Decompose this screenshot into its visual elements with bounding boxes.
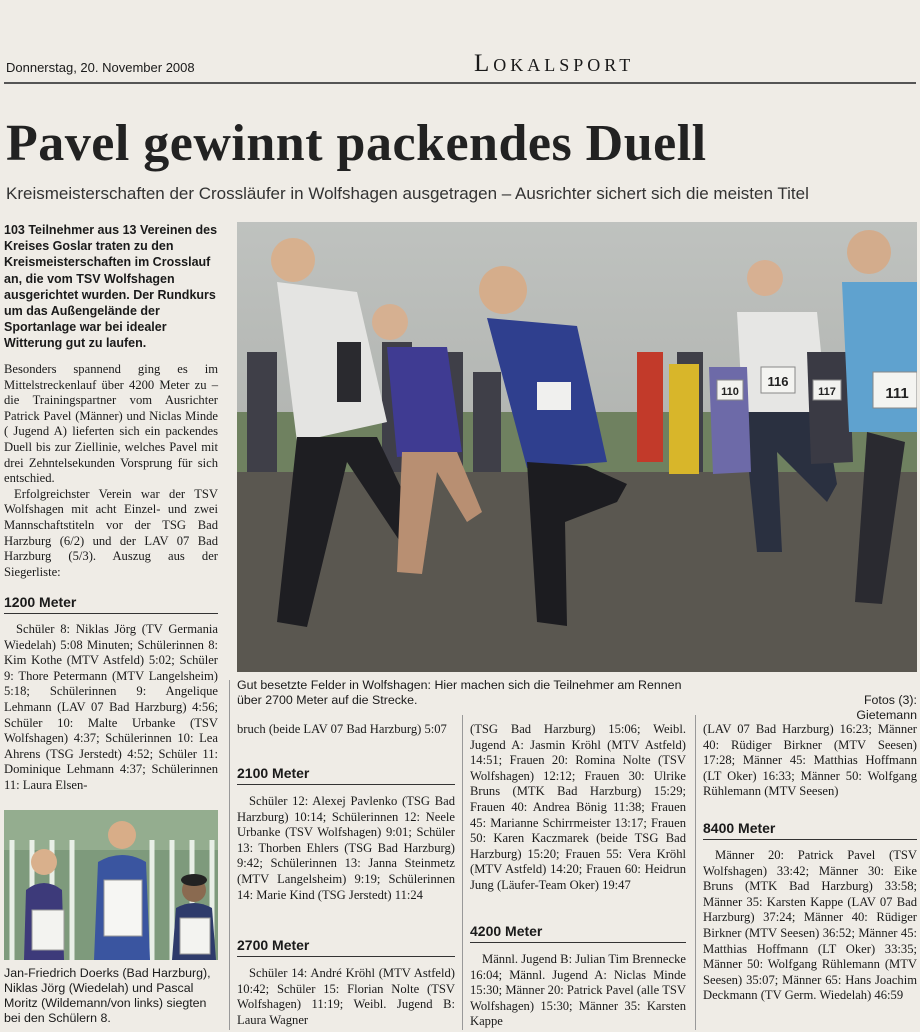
results-8400: Männer 20: Patrick Pavel (TSV Wolfshagen) 33:42; Männer 30: Eike Bruns (MTK Bad Harzburg) 33:58; Männer 35: Karsten Kappe (LAV 07 Bad Harzburg) 37:24; Männer 40: Rüdiger Birkner (MTV Seesen) 36:52; Männer 45: Matthias Hoffmann (LT Oker) 33:35; Männer 50: Wolfgang Rühlemann (MTV Seesen) 35:07; Männer 65: Hans Joachim Deckmann (TV Germ. Wiedelah) 46:59 (703, 848, 917, 1003)
photo-cross-country-runners (237, 222, 917, 672)
section-heading-8400: 8400 Meter (703, 820, 917, 840)
results-2700: Schüler 14: André Kröhl (MTV Astfeld) 10:42; Schüler 15: Florian Nolte (TSV Wolfshagen) 11:19; Weibl. Jugend B: Laura Wagner (237, 966, 455, 1027)
column-separator (229, 680, 230, 1030)
headline: Pavel gewinnt packendes Duell (6, 115, 707, 172)
paragraph-text: Besonders spannend ging es im Mittelstreckenlauf über 4200 Meter zu – die Trainingspartner vom Ausrichter Patrick Pavel (Männer) und Niclas Minde ( Jugend A) lieferten sich ein packendes Duell bis zur Ziellinie, welches Pavel mit drei Zehntelsekunden Vorsprung für sich entschied. (4, 362, 218, 486)
section-heading-4200: 4200 Meter (470, 923, 686, 943)
bib-number: 117 (818, 386, 836, 398)
results-4200-continued: (LAV 07 Bad Harzburg) 16:23; Männer 40: Rüdiger Birkner (MTV Seesen) 17:28; Männer 45: Matthias Hoffmann (LT Oker) 16:33; Männer 50: Wolfgang Rühlemann (MTV Seesen) (703, 722, 917, 799)
section-heading-2700: 2700 Meter (237, 937, 455, 957)
small-photo-caption: Jan-Friedrich Doerks (Bad Harzburg), Niklas Jörg (Wiedelah) und Pascal Moritz (Wildemann/von links) siegten bei den Schülern 8. (4, 966, 211, 1025)
results-2100: Schüler 12: Alexej Pavlenko (TSG Bad Harzburg) 10:14; Schülerinnen 12: Neele Urbanke (TSV Wolfshagen) 9:01; Schüler 13: Thorben Ehlers (TSG Bad Harzburg) 9:42; Schülerinnen 13: Janna Steinmetz (MTV Langelsheim) 9:19; Schülerinnen 14: Marie Kind (TSG Jerstedt) 11:24 (237, 794, 455, 902)
runners-photo-graphic (237, 222, 917, 672)
results-1200-continued: bruch (beide LAV 07 Bad Harzburg) 5:07 (237, 722, 447, 736)
bib-number: 110 (721, 386, 739, 398)
main-photo-caption: Gut besetzte Felder in Wolfshagen: Hier machen sich die Teilnehmer am Rennen über 2700 Meter auf die Strecke. (237, 678, 682, 707)
column-separator (695, 715, 696, 1030)
lead-paragraph: 103 Teilnehmer aus 13 Vereinen des Kreises Goslar traten zu den Kreismeisterschaften im Crosslauf an, die vom TSV Wolfshagen ausgerichtet wurden. Der Rundkurs um das Außengelände der Sportanlage war bei idealer Witterung gut zu laufen. (4, 223, 218, 351)
results-4200: Männl. Jugend B: Julian Tim Brennecke 16:04; Männl. Jugend A: Niclas Minde 15:30; Männer 20: Patrick Pavel (alle TSV Wolfshagen) 15:30; Männer 35: Karsten Kappe (470, 952, 686, 1029)
results-1200: Schüler 8: Niklas Jörg (TV Germania Wiedelah) 5:08 Minuten; Schülerinnen 8: Kim Kothe (MTV Astfeld) 5:02; Schüler 9: Thore Petermann (MTV Langelsheim) 5:18; Schülerinnen 9: Angelique Lehmann (LAV 07 Bad Harzburg) 4:56; Schüler 10: Malte Urbanke (TSV Wolfshagen) 4:37; Schülerinnen 10: Lea Ahrens (TSG Jerstedt) 4:52; Schüler 11: Dominique Lehmann 4:37; Schülerinnen 11: Laura Elsen- (4, 622, 218, 792)
section-heading-2100: 2100 Meter (237, 765, 455, 785)
photo-credit: Fotos (3): Gietemann (856, 693, 917, 722)
children-photo-graphic (4, 810, 218, 960)
body-paragraph-1 (4, 362, 218, 580)
section-heading-1200: 1200 Meter (4, 594, 218, 614)
bib-number: 111 (885, 385, 909, 402)
column-separator (462, 715, 463, 1030)
section-title: Lokalsport (474, 50, 635, 77)
results-2700-continued: (TSG Bad Harzburg) 15:06; Weibl. Jugend A: Jasmin Kröhl (MTV Astfeld) 14:51; Frauen 20: Romina Nolte (TSV Wolfshagen) 12:12; Frauen 30: Ulrike Bruns (MTK Bad Harzburg) 15:29; Frauen 40: Andrea Bönig 11:38; Frauen 45: Marianne Schirrmeister 13:17; Frauen 50: Karen Kaczmarek (beide TSG Bad Harzburg) 15:20; Frauen 55: Vera Kröhl (MTV Astfeld) 14:20; Frauen 60: Heidrun Jung (Läufer-Team Oker) 19:47 (470, 722, 686, 892)
bib-number: 116 (767, 374, 789, 389)
header-rule (4, 82, 916, 84)
photo-children-winners (4, 810, 218, 960)
issue-date: Donnerstag, 20. November 2008 (6, 60, 195, 75)
paragraph-text: Erfolgreichster Verein war der TSV Wolfshagen mit acht Einzel- und zwei Mannschaftstiteln vor der TSG Bad Harzburg (6/2) und der LAV 07 Bad Harzburg (5/3). Auszug aus der Siegerliste: (4, 486, 218, 579)
subheadline: Kreismeisterschaften der Crossläufer in Wolfshagen ausgetragen – Ausrichter sichert sich die meisten Titel (6, 184, 809, 203)
